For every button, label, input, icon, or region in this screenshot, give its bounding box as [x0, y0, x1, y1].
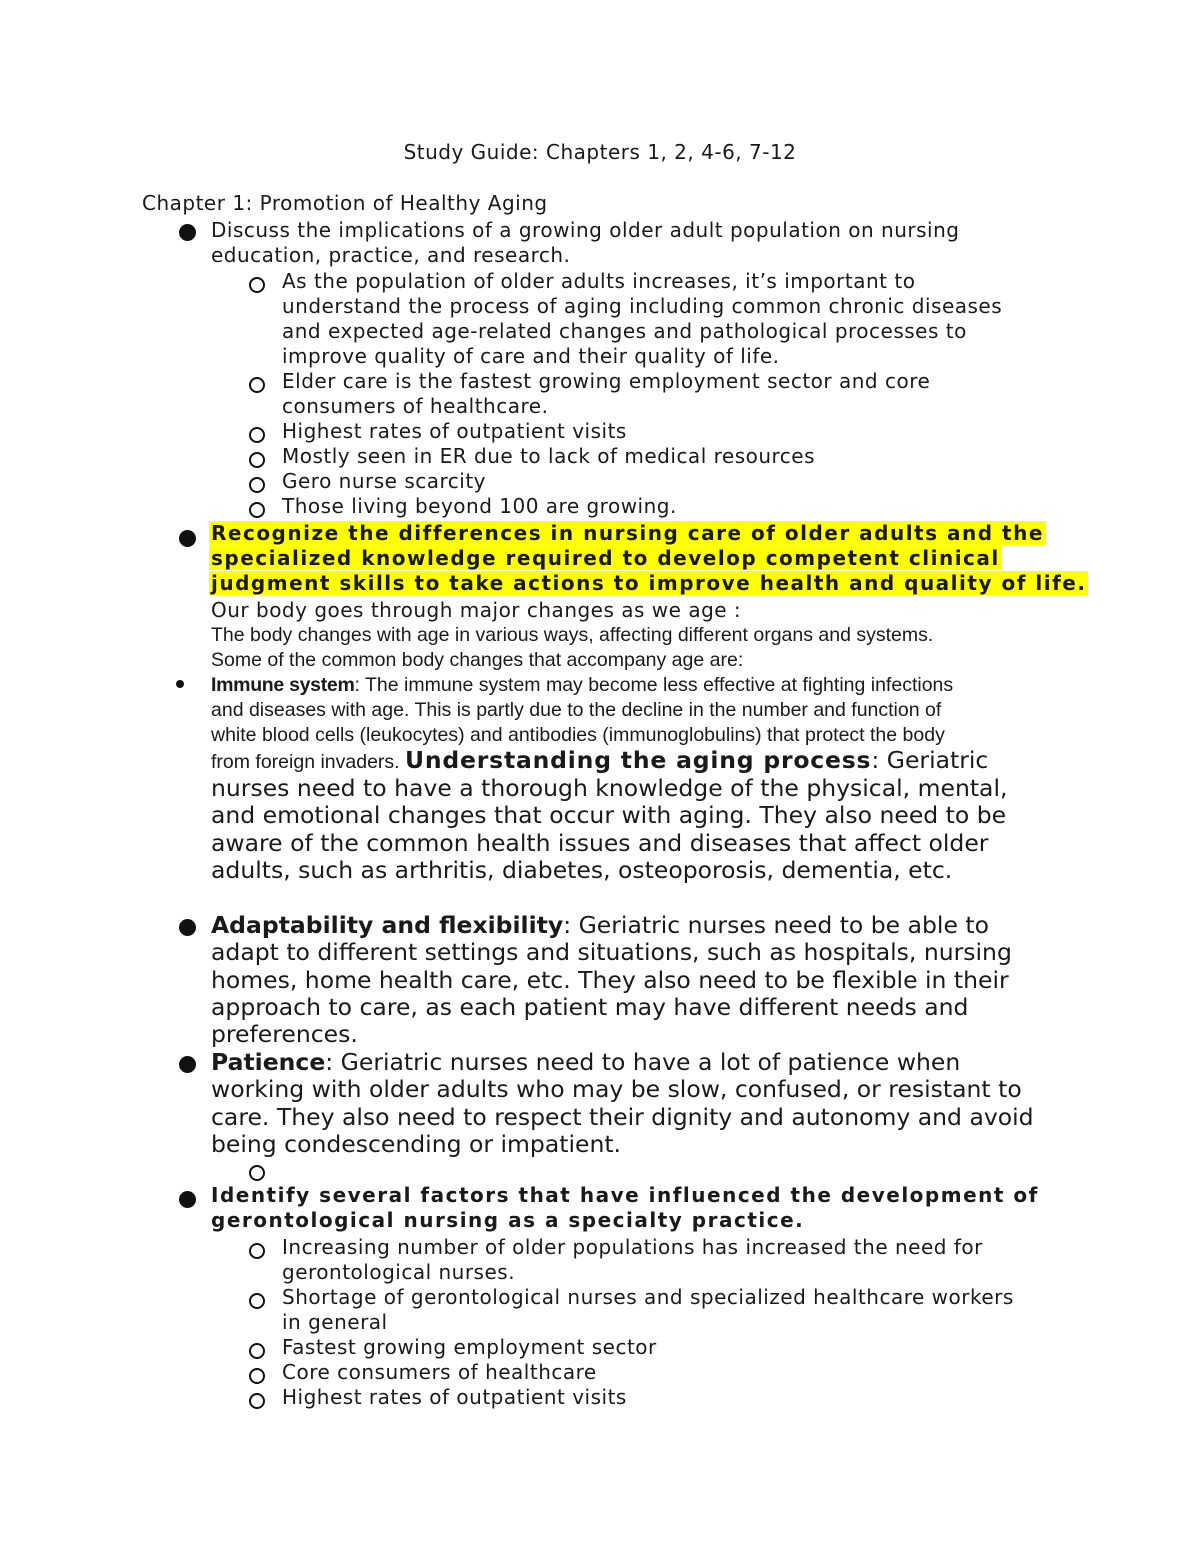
paragraph-text: homes, home health care, etc. They also need to be flexible in their [211, 966, 1009, 994]
sub-bullet-text: Elder care is the fastest growing employment sector and core [282, 369, 931, 393]
immune-understanding-line [211, 746, 988, 774]
paragraph-text: and diseases with age. This is partly due to the decline in the number and function of [211, 699, 942, 721]
highlighted-bullet-text: Recognize the differences in nursing care of older adults and the [211, 521, 1044, 545]
paragraph-text: white blood cells (leukocytes) and antibodies (immunoglobulins) that protect the body [211, 724, 945, 746]
sub-bullet-icon [249, 1368, 265, 1384]
paragraph-text: : Geriatric [871, 746, 989, 774]
chapter-heading: Chapter 1: Promotion of Healthy Aging [142, 191, 548, 215]
sub-bullet-icon [249, 452, 265, 468]
sub-bullet-text: consumers of healthcare. [282, 394, 549, 418]
adaptability-line [211, 911, 989, 939]
sub-bullet-text: understand the process of aging including common chronic diseases [282, 294, 1003, 318]
page-title: Study Guide: Chapters 1, 2, 4-6, 7-12 [403, 140, 797, 164]
sub-bullet-icon [249, 1243, 265, 1259]
paragraph-text: Some of the common body changes that accompany age are: [211, 649, 744, 671]
paragraph-text: and emotional changes that occur with aging. They also need to be [211, 801, 1007, 829]
sub-bullet-text: and expected age-related changes and pathological processes to [282, 319, 967, 343]
paragraph-text: : Geriatric nurses need to be able to [563, 911, 989, 939]
immune-line [211, 674, 953, 697]
patience-line [211, 1048, 960, 1076]
adaptability-label: Adaptability and flexibility [211, 911, 564, 939]
bullet-icon [179, 1191, 196, 1208]
sub-bullet-icon [249, 502, 265, 518]
bullet-icon [179, 1056, 196, 1073]
paragraph-text: Our body goes through major changes as we age : [211, 598, 742, 622]
sub-bullet-text: Shortage of gerontological nurses and specialized healthcare workers [282, 1285, 1014, 1309]
sub-bullet-text: Gero nurse scarcity [282, 469, 487, 493]
paragraph-text: care. They also need to respect their dignity and autonomy and avoid [211, 1103, 1034, 1131]
paragraph-text: approach to care, as each patient may have different needs and [211, 993, 969, 1021]
understanding-label: Understanding the aging process [405, 746, 872, 774]
paragraph-text: working with older adults who may be slow, confused, or resistant to [211, 1075, 1022, 1103]
sub-bullet-icon [249, 377, 265, 393]
paragraph-text: from foreign invaders. [211, 751, 406, 773]
paragraph-text: The body changes with age in various ways, affecting different organs and systems. [211, 624, 934, 646]
sub-bullet-text: Increasing number of older populations has increased the need for [282, 1235, 983, 1259]
bullet-text: gerontological nursing as a specialty practice. [211, 1208, 805, 1232]
paragraph-text: : Geriatric nurses need to have a lot of patience when [325, 1048, 961, 1076]
bullet-text: Identify several factors that have influenced the development of [211, 1183, 1039, 1207]
patience-label: Patience [211, 1048, 326, 1076]
immune-text: : The immune system may become less effective at fighting infections [354, 674, 954, 696]
empty-sub-bullet-icon [249, 1165, 265, 1181]
bullet-icon [179, 530, 196, 547]
sub-bullet-text: Highest rates of outpatient visits [282, 1385, 627, 1409]
bullet-text: education, practice, and research. [211, 243, 571, 267]
bullet-text: Discuss the implications of a growing older adult population on nursing [211, 218, 960, 242]
sub-bullet-text: Core consumers of healthcare [282, 1360, 597, 1384]
paragraph-text: aware of the common health issues and diseases that affect older [211, 829, 989, 857]
sub-bullet-text: Mostly seen in ER due to lack of medical resources [282, 444, 816, 468]
paragraph-text: being condescending or impatient. [211, 1130, 622, 1158]
bullet-icon [176, 680, 184, 688]
immune-label: Immune system [211, 674, 355, 696]
sub-bullet-icon [249, 477, 265, 493]
sub-bullet-text: gerontological nurses. [282, 1260, 516, 1284]
sub-bullet-icon [249, 1343, 265, 1359]
bullet-icon [179, 224, 196, 241]
paragraph-text: nurses need to have a thorough knowledge of the physical, mental, [211, 774, 1008, 802]
sub-bullet-text: Highest rates of outpatient visits [282, 419, 627, 443]
paragraph-text: adults, such as arthritis, diabetes, osteoporosis, dementia, etc. [211, 856, 953, 884]
sub-bullet-text: As the population of older adults increases, it’s important to [282, 269, 916, 293]
sub-bullet-icon [249, 427, 265, 443]
sub-bullet-text: in general [282, 1310, 388, 1334]
sub-bullet-text: Fastest growing employment sector [282, 1335, 657, 1359]
paragraph-text: preferences. [211, 1020, 358, 1048]
sub-bullet-text: Those living beyond 100 are growing. [282, 494, 677, 518]
sub-bullet-icon [249, 1393, 265, 1409]
highlighted-bullet-text: specialized knowledge required to develop competent clinical [211, 546, 1000, 570]
paragraph-text: adapt to different settings and situations, such as hospitals, nursing [211, 938, 1012, 966]
sub-bullet-icon [249, 1293, 265, 1309]
highlighted-bullet-text: judgment skills to take actions to improve health and quality of life. [211, 571, 1087, 595]
sub-bullet-icon [249, 277, 265, 293]
sub-bullet-text: improve quality of care and their quality of life. [282, 344, 780, 368]
bullet-icon [179, 919, 196, 936]
